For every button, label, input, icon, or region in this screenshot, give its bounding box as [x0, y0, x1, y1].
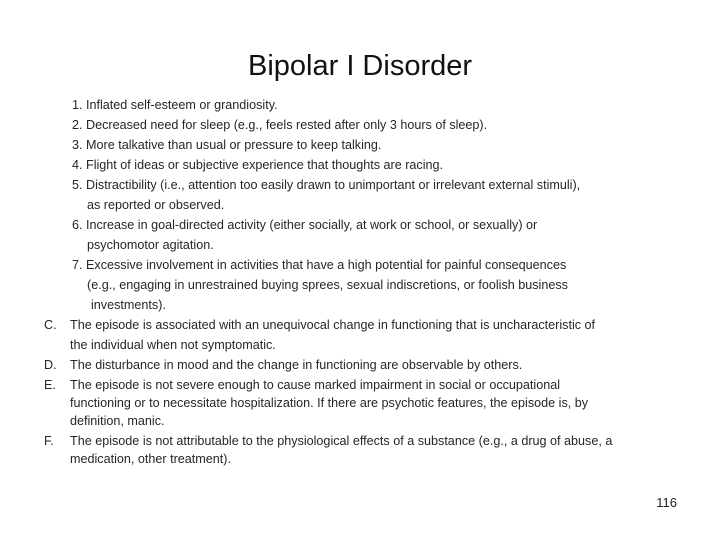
criterion-b-item-5-cont: as reported or observed.	[87, 198, 225, 212]
slide-title: Bipolar I Disorder	[247, 50, 473, 82]
criterion-b-item-4: 4. Flight of ideas or subjective experience that thoughts are racing.	[72, 158, 444, 172]
criterion-e-text-cont: functioning or to necessitate hospitalization. If there are psychotic features, the episode is, by	[70, 396, 589, 410]
criterion-e-text: The episode is not severe enough to cause marked impairment in social or occupational	[70, 378, 561, 392]
criterion-b-item-1: 1. Inflated self-esteem or grandiosity.	[72, 98, 278, 112]
criterion-b-item-7: 7. Excessive involvement in activities that have a high potential for painful consequences	[72, 258, 567, 272]
criterion-b-item-6: 6. Increase in goal-directed activity (either socially, at work or school, or sexually) or	[72, 218, 538, 232]
criterion-b-item-2: 2. Decreased need for sleep (e.g., feels rested after only 3 hours of sleep).	[72, 118, 488, 132]
criterion-d-text: The disturbance in mood and the change in functioning are observable by others.	[70, 358, 523, 372]
criterion-f-letter: F.	[44, 434, 54, 448]
criterion-e-text-cont: definition, manic.	[70, 414, 165, 428]
criterion-c-letter: C.	[44, 318, 57, 332]
criterion-f-text: The episode is not attributable to the physiological effects of a substance (e.g., a drug of abuse, a	[70, 434, 613, 448]
criterion-b-item-7-cont: (e.g., engaging in unrestrained buying sprees, sexual indiscretions, or foolish business	[87, 278, 568, 292]
criterion-b-item-6-cont: psychomotor agitation.	[87, 238, 214, 252]
criterion-c-text: The episode is associated with an unequivocal change in functioning that is uncharacteristic of	[70, 318, 596, 332]
page-number: 116	[656, 495, 677, 510]
criterion-f-text-cont: medication, other treatment).	[70, 452, 231, 466]
criterion-d-letter: D.	[44, 358, 57, 372]
criterion-b-item-7-cont: investments).	[91, 298, 166, 312]
criterion-b-item-3: 3. More talkative than usual or pressure to keep talking.	[72, 138, 382, 152]
criterion-e-letter: E.	[44, 378, 56, 392]
criterion-b-item-5: 5. Distractibility (i.e., attention too easily drawn to unimportant or irrelevant external stimuli),	[72, 178, 581, 192]
criterion-c-text-cont: the individual when not symptomatic.	[70, 338, 276, 352]
